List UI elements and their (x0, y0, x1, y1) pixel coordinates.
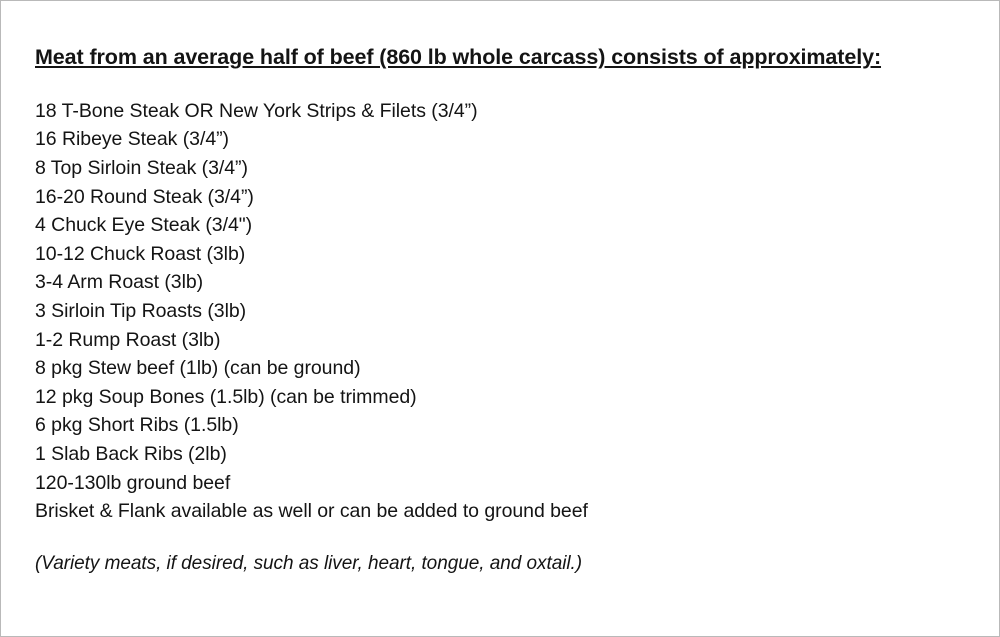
list-item: 8 Top Sirloin Steak (3/4”) (35, 156, 248, 179)
list-item: 8 pkg Stew beef (1lb) (can be ground) (35, 357, 361, 380)
document-body (35, 45, 969, 594)
list-item: 6 pkg Short Ribs (1.5lb) (35, 414, 239, 437)
list-item: 120-130lb ground beef (35, 471, 231, 494)
list-item: 4 Chuck Eye Steak (3/4") (35, 214, 253, 237)
list-item: 10-12 Chuck Roast (3lb) (35, 242, 246, 265)
list-item: 12 pkg Soup Bones (1.5lb) (can be trimmed) (35, 385, 417, 408)
list-item: 18 T-Bone Steak OR New York Strips & Filets (3/4”) (35, 99, 478, 122)
variety-meats-note: (Variety meats, if desired, such as liver, heart, tongue, and oxtail.) (35, 552, 583, 574)
list-item: 3 Sirloin Tip Roasts (3lb) (35, 299, 247, 322)
list-item: 1-2 Rump Roast (3lb) (35, 328, 221, 351)
list-item: Brisket & Flank available as well or can be added to ground beef (35, 500, 588, 523)
list-item: 1 Slab Back Ribs (2lb) (35, 442, 227, 465)
list-item: 3-4 Arm Roast (3lb) (35, 271, 204, 294)
beef-cut-list (35, 97, 969, 526)
page-title: Meat from an average half of beef (860 lb whole carcass) consists of approximately: (35, 45, 882, 69)
list-item: 16 Ribeye Steak (3/4”) (35, 128, 229, 151)
list-item: 16-20 Round Steak (3/4”) (35, 185, 254, 208)
